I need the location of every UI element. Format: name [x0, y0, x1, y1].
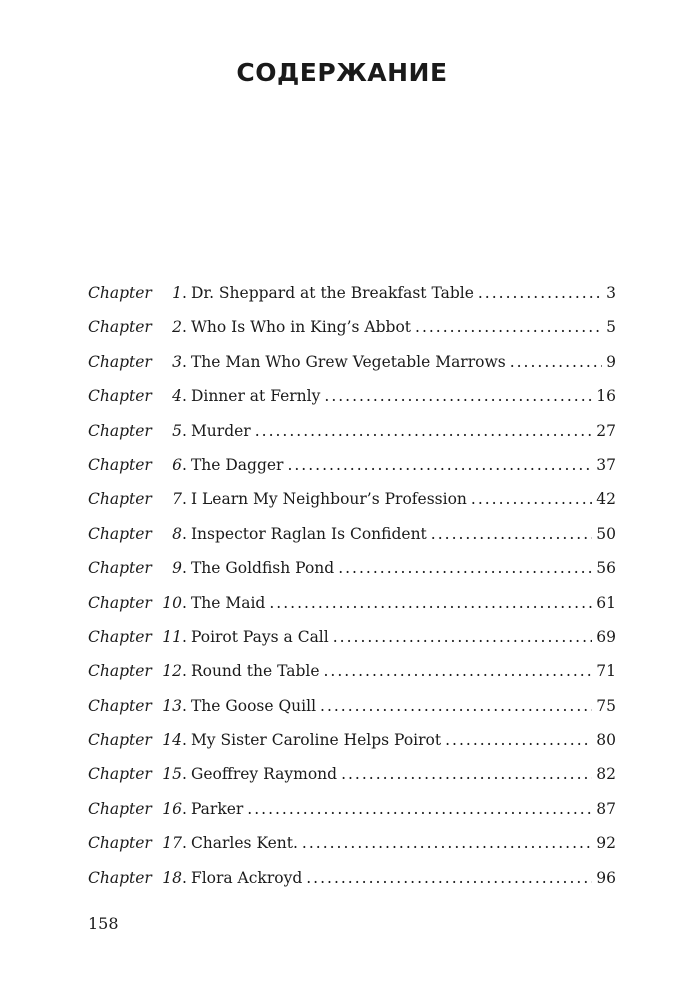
chapter-number-dot: . [182, 352, 187, 371]
chapter-title: Poirot Pays a Call [190, 627, 329, 646]
toc-entry[interactable] [88, 387, 616, 421]
chapter-page-number: 27 [596, 421, 616, 440]
chapter-page-number: 80 [596, 731, 616, 750]
page-title: СОДЕРЖАНИЕ [236, 58, 448, 87]
chapter-title: Dr. Sheppard at the Breakfast Table [190, 284, 474, 302]
chapter-number: 16 [162, 799, 182, 818]
chapter-label: Chapter [88, 593, 152, 612]
chapter-number-dot: . [182, 662, 187, 681]
dot-leader [445, 731, 592, 749]
toc-entry[interactable] [88, 353, 616, 387]
dot-leader [333, 628, 593, 646]
chapter-number: 14 [162, 731, 182, 750]
toc-entry[interactable] [88, 765, 616, 799]
toc-entry[interactable] [88, 628, 616, 662]
chapter-title: Who Is Who in King’s Abbot [190, 318, 412, 337]
chapter-number-dot: . [182, 284, 187, 302]
chapter-number: 8 [172, 524, 182, 543]
dot-leader [338, 559, 592, 577]
chapter-label: Chapter [88, 799, 152, 818]
chapter-page-number: 75 [596, 696, 616, 715]
chapter-label: Chapter [88, 284, 152, 302]
toc-entry[interactable] [88, 594, 616, 628]
chapter-page-number: 3 [606, 284, 616, 302]
dot-leader [269, 594, 592, 612]
chapter-label: Chapter [88, 696, 152, 715]
toc-entry[interactable] [88, 490, 616, 524]
dot-leader [287, 456, 592, 474]
chapter-title: The Goldfish Pond [190, 559, 335, 578]
chapter-page-number: 42 [596, 490, 616, 509]
chapter-label: Chapter [88, 490, 152, 509]
chapter-title: The Man Who Grew Vegetable Marrows [190, 352, 506, 371]
chapter-number-dot: . [182, 559, 187, 578]
chapter-page-number: 56 [596, 559, 616, 578]
chapter-title: The Dagger [190, 455, 284, 474]
dot-leader [471, 490, 592, 508]
chapter-number: 4 [172, 387, 182, 406]
chapter-label: Chapter [88, 559, 152, 578]
chapter-label: Chapter [88, 868, 152, 887]
chapter-title: Geoffrey Raymond [190, 765, 338, 784]
dot-leader [415, 318, 602, 336]
toc-entry[interactable] [88, 318, 616, 352]
chapter-number: 10 [162, 593, 182, 612]
dot-leader [478, 284, 602, 302]
chapter-number-dot: . [182, 627, 187, 646]
chapter-number-dot: . [182, 731, 187, 750]
chapter-page-number: 37 [596, 455, 616, 474]
toc-entry[interactable] [88, 697, 616, 731]
chapter-label: Chapter [88, 627, 152, 646]
chapter-number-dot: . [182, 455, 187, 474]
chapter-number-dot: . [182, 765, 187, 784]
toc-entry[interactable] [88, 800, 616, 834]
chapter-number-dot: . [182, 834, 187, 853]
chapter-label: Chapter [88, 524, 152, 543]
chapter-number: 13 [162, 696, 182, 715]
chapter-page-number: 87 [596, 799, 616, 818]
chapter-title: The Maid [190, 593, 266, 612]
dot-leader [431, 525, 592, 543]
chapter-number: 9 [172, 559, 182, 578]
chapter-number: 3 [172, 352, 182, 371]
chapter-number-dot: . [182, 490, 187, 509]
chapter-number: 18 [162, 868, 182, 887]
dot-leader [247, 800, 592, 818]
chapter-label: Chapter [88, 834, 152, 853]
dot-leader [510, 353, 602, 371]
chapter-label: Chapter [88, 352, 152, 371]
chapter-number: 7 [172, 490, 182, 509]
toc-entry[interactable] [88, 559, 616, 593]
chapter-title: Dinner at Fernly [190, 387, 321, 406]
chapter-title: I Learn My Neighbour’s Profession [190, 490, 467, 509]
dot-leader [302, 834, 592, 852]
chapter-page-number: 71 [596, 662, 616, 681]
chapter-number-dot: . [182, 318, 187, 337]
toc-entry[interactable] [88, 662, 616, 696]
dot-leader [324, 662, 593, 680]
chapter-label: Chapter [88, 421, 152, 440]
chapter-page-number: 96 [596, 868, 616, 887]
chapter-title: Parker [190, 799, 244, 818]
chapter-page-number: 61 [596, 593, 616, 612]
chapter-page-number: 16 [596, 387, 616, 406]
dot-leader [341, 765, 592, 783]
table-of-contents [88, 284, 616, 903]
chapter-page-number: 69 [596, 627, 616, 646]
chapter-page-number: 5 [606, 318, 616, 337]
chapter-page-number: 92 [596, 834, 616, 853]
toc-entry[interactable] [88, 284, 616, 318]
chapter-title: Round the Table [190, 662, 320, 681]
chapter-number-dot: . [182, 593, 187, 612]
chapter-number: 12 [162, 662, 182, 681]
chapter-number-dot: . [182, 524, 187, 543]
chapter-page-number: 50 [596, 524, 616, 543]
chapter-number-dot: . [182, 387, 187, 406]
toc-entry[interactable] [88, 869, 616, 903]
chapter-number: 15 [162, 765, 182, 784]
chapter-number: 5 [172, 421, 182, 440]
chapter-number: 2 [172, 318, 182, 337]
chapter-title: Charles Kent. [190, 834, 298, 853]
toc-entry[interactable] [88, 456, 616, 490]
chapter-title: The Goose Quill [190, 696, 317, 715]
chapter-page-number: 9 [606, 352, 616, 371]
chapter-number-dot: . [182, 696, 187, 715]
chapter-page-number: 82 [596, 765, 616, 784]
chapter-number: 17 [162, 834, 182, 853]
toc-entry[interactable] [88, 834, 616, 868]
page-number: 158 [88, 914, 119, 933]
chapter-label: Chapter [88, 387, 152, 406]
chapter-label: Chapter [88, 318, 152, 337]
chapter-title: Murder [190, 421, 251, 440]
chapter-number-dot: . [182, 799, 187, 818]
dot-leader [306, 869, 592, 887]
chapter-title: Inspector Raglan Is Confident [190, 524, 427, 543]
toc-entry[interactable] [88, 422, 616, 456]
chapter-number-dot: . [182, 868, 187, 887]
dot-leader [324, 387, 592, 405]
chapter-number-dot: . [182, 421, 187, 440]
chapter-number: 1 [172, 284, 182, 302]
toc-entry[interactable] [88, 525, 616, 559]
chapter-number: 11 [162, 627, 182, 646]
chapter-title: My Sister Caroline Helps Poirot [190, 731, 442, 750]
chapter-label: Chapter [88, 455, 152, 474]
dot-leader [320, 697, 592, 715]
chapter-label: Chapter [88, 662, 152, 681]
toc-entry[interactable] [88, 731, 616, 765]
chapter-number: 6 [172, 455, 182, 474]
chapter-label: Chapter [88, 765, 152, 784]
chapter-label: Chapter [88, 731, 152, 750]
chapter-title: Flora Ackroyd [190, 868, 303, 887]
dot-leader [255, 422, 593, 440]
